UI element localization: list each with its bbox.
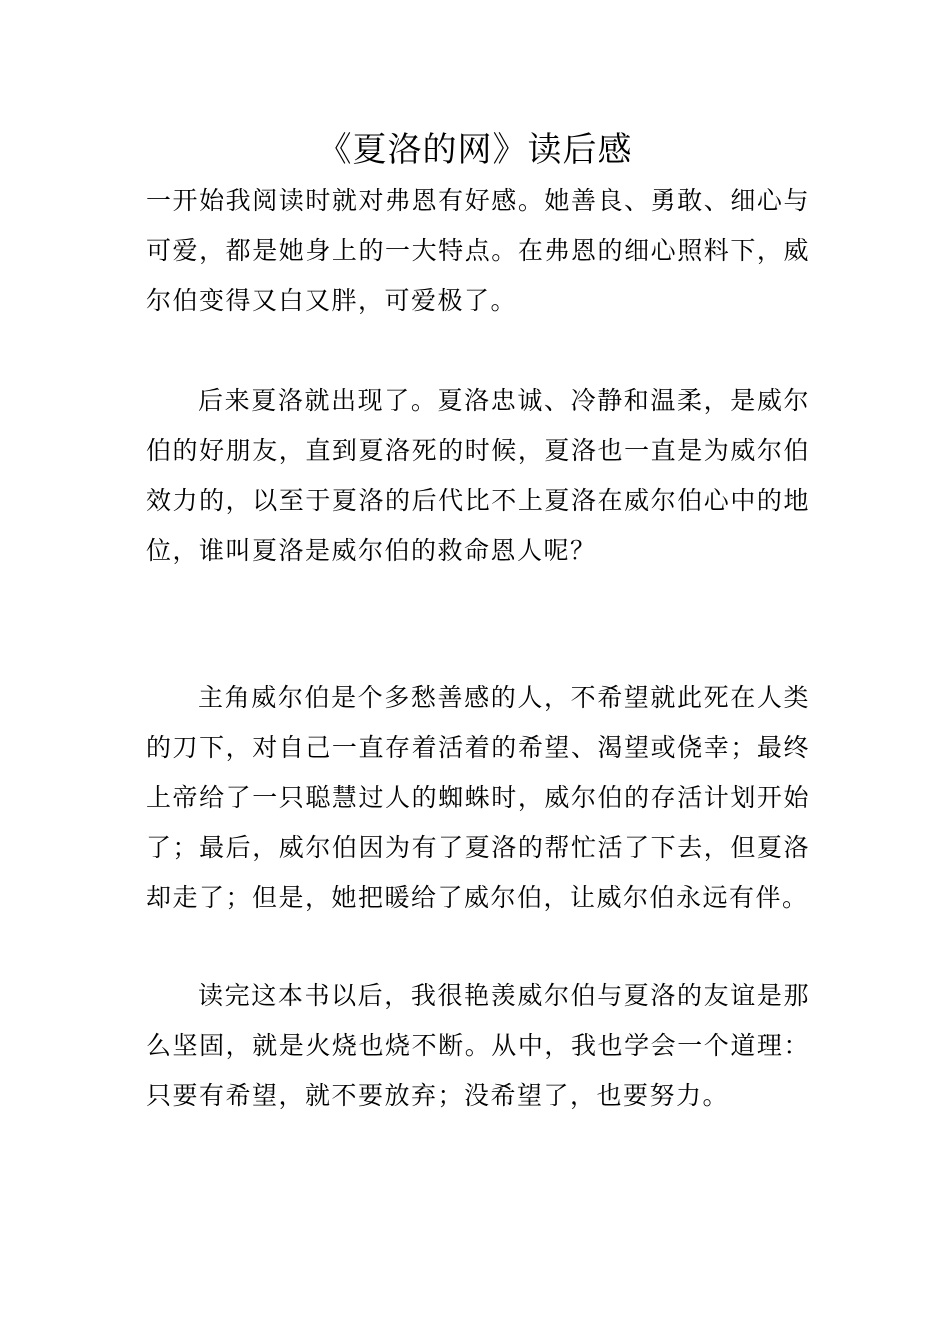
paragraph-2: 后来夏洛就出现了。夏洛忠诚、冷静和温柔，是威尔伯的好朋友，直到夏洛死的时候，夏洛也一直是为威尔伯效力的，以至于夏洛的后代比不上夏洛在威尔伯心中的地位，谁叫夏洛是威尔伯的救命恩人呢？ (146, 386, 810, 565)
document-title: 《夏洛的网》读后感 (317, 130, 633, 170)
paragraph-4: 读完这本书以后，我很艳羡威尔伯与夏洛的友谊是那么坚固，就是火烧也烧不断。从中，我也学会一个道理：只要有希望，就不要放弃；没希望了，也要努力。 (146, 981, 810, 1110)
paragraph-3: 主角威尔伯是个多愁善感的人，不希望就此死在人类的刀下，对自己一直存着活着的希望、渴望或侥幸；最终上帝给了一只聪慧过人的蜘蛛时，威尔伯的存活计划开始了；最后，威尔伯因为有了夏洛的帮忙活了下去，但夏洛却走了；但是，她把暖给了威尔伯，让威尔伯永远有伴。 (146, 683, 810, 912)
paragraph-1: 一开始我阅读时就对弗恩有好感。她善良、勇敢、细心与可爱，都是她身上的一大特点。在弗恩的细心照料下，威尔伯变得又白又胖，可爱极了。 (146, 186, 810, 315)
